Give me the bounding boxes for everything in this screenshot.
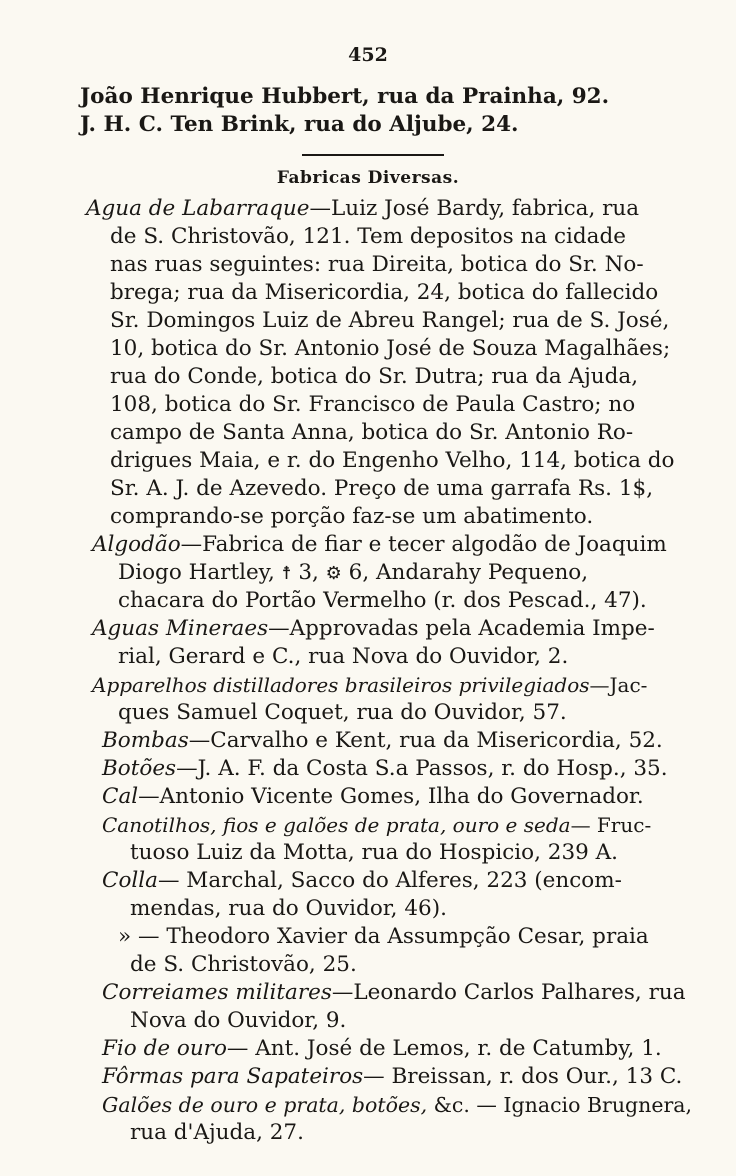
entry-term: Bombas xyxy=(102,728,189,753)
entry-canotilhos-line-2: tuoso Luiz da Motta, rua do Hospicio, 239 A. xyxy=(130,840,618,865)
entry-colla-line-4: de S. Christovão, 25. xyxy=(130,952,357,977)
section-divider xyxy=(302,154,444,156)
entry-term: Galões de ouro e prata, botões, xyxy=(102,1093,428,1117)
entry-term: Algodão xyxy=(92,532,181,557)
entry-agua-line-4: brega; rua da Misericordia, 24, botica do fallecido xyxy=(110,280,659,305)
entry-term: Fôrmas para Sapateiros xyxy=(102,1064,364,1089)
double-cross-icon: ☨ xyxy=(281,563,292,584)
entry-agua-line-7: rua do Conde, botica do Sr. Dutra; rua da Ajuda, xyxy=(110,364,639,389)
entry-aguas-line-1: Aguas Mineraes—Approvadas pela Academia Impe- xyxy=(92,616,655,641)
entry-agua-line-3: nas ruas seguintes: rua Direita, botica do Sr. No- xyxy=(110,252,644,277)
entry-algodao-line-3: chacara do Portão Vermelho (r. dos Pescad., 47). xyxy=(118,588,647,613)
entry-term: Colla xyxy=(102,868,158,893)
entry-term: Correiames militares xyxy=(102,980,332,1005)
entry-term: Apparelhos distilladores brasileiros privilegiados xyxy=(92,673,590,697)
entry-bombas-line-1: Bombas—Carvalho e Kent, rua da Misericordia, 52. xyxy=(102,728,663,753)
entry-term: Aguas Mineraes xyxy=(92,616,269,641)
section-title: Fabricas Diversas. xyxy=(276,168,460,188)
entry-cal-line-1: Cal—Antonio Vicente Gomes, Ilha do Governador. xyxy=(102,784,644,809)
entry-colla-line-1: Colla— Marchal, Sacco do Alferes, 223 (encom- xyxy=(102,868,622,893)
entry-term: Cal xyxy=(102,784,139,809)
entry-agua-line-9: campo de Santa Anna, botica do Sr. Antonio Ro- xyxy=(110,420,634,445)
entry-term: Canotilhos, fios e galões de prata, ouro e seda xyxy=(102,813,571,837)
entry-algodao-line-1: Algodão—Fabrica de fiar e tecer algodão de Joaquim xyxy=(92,532,667,557)
entry-agua-line-11: Sr. A. J. de Azevedo. Preço de uma garrafa Rs. 1$, xyxy=(110,476,654,501)
entry-botoes-line-1: Botões—J. A. F. da Costa S.a Passos, r. do Hosp., 35. xyxy=(102,756,668,781)
entry-agua-line-8: 108, botica do Sr. Francisco de Paula Castro; no xyxy=(110,392,636,417)
entry-agua-line-5: Sr. Domingos Luiz de Abreu Rangel; rua de S. José, xyxy=(110,308,670,333)
entry-term: Botões xyxy=(102,756,177,781)
top-entry-1: João Henrique Hubbert, rua da Prainha, 92. xyxy=(80,84,610,109)
entry-apparelhos-line-2: ques Samuel Coquet, rua do Ouvidor, 57. xyxy=(118,700,567,725)
entry-term: Fio de ouro xyxy=(102,1036,227,1061)
entry-algodao-line-2: Diogo Hartley, ☨ 3, ⚙ 6, Andarahy Pequeno, xyxy=(118,560,589,585)
entry-correiames-line-2: Nova do Ouvidor, 9. xyxy=(130,1008,347,1033)
entry-agua-line-10: drigues Maia, e r. do Engenho Velho, 114, botica do xyxy=(110,448,675,473)
entry-agua-line-2: de S. Christovão, 121. Tem depositos na cidade xyxy=(110,224,626,249)
entry-colla-line-3: » — Theodoro Xavier da Assumpção Cesar, praia xyxy=(118,924,649,949)
page-number: 452 xyxy=(348,44,388,66)
entry-agua-line-12: comprando-se porção faz-se um abatimento. xyxy=(110,504,594,529)
entry-colla-line-2: mendas, rua do Ouvidor, 46). xyxy=(130,896,447,921)
top-entry-2: J. H. C. Ten Brink, rua do Aljube, 24. xyxy=(80,112,519,137)
entry-agua-line-6: 10, botica do Sr. Antonio José de Souza Magalhães; xyxy=(110,336,671,361)
entry-galoes-line-2: rua d'Ajuda, 27. xyxy=(130,1120,304,1145)
entry-fio-line-1: Fio de ouro— Ant. José de Lemos, r. de Catumby, 1. xyxy=(102,1036,662,1061)
entry-aguas-line-2: rial, Gerard e C., rua Nova do Ouvidor, 2. xyxy=(118,644,569,669)
entry-correiames-line-1: Correiames militares—Leonardo Carlos Palhares, rua xyxy=(102,980,686,1005)
entry-formas-line-1: Fôrmas para Sapateiros— Breissan, r. dos Our., 13 C. xyxy=(102,1064,683,1089)
entry-galoes-line-1: Galões de ouro e prata, botões, &c. — Ignacio Brugnera, xyxy=(102,1093,693,1117)
entry-canotilhos-line-1: Canotilhos, fios e galões de prata, ouro e seda— Fruc- xyxy=(102,813,652,837)
entry-apparelhos-line-1: Apparelhos distilladores brasileiros privilegiados—Jac- xyxy=(92,673,648,697)
gear-icon: ⚙ xyxy=(325,563,342,584)
entry-agua-line-1: Agua de Labarraque—Luiz José Bardy, fabrica, rua xyxy=(86,196,640,221)
entry-term: Agua de Labarraque xyxy=(86,196,310,221)
